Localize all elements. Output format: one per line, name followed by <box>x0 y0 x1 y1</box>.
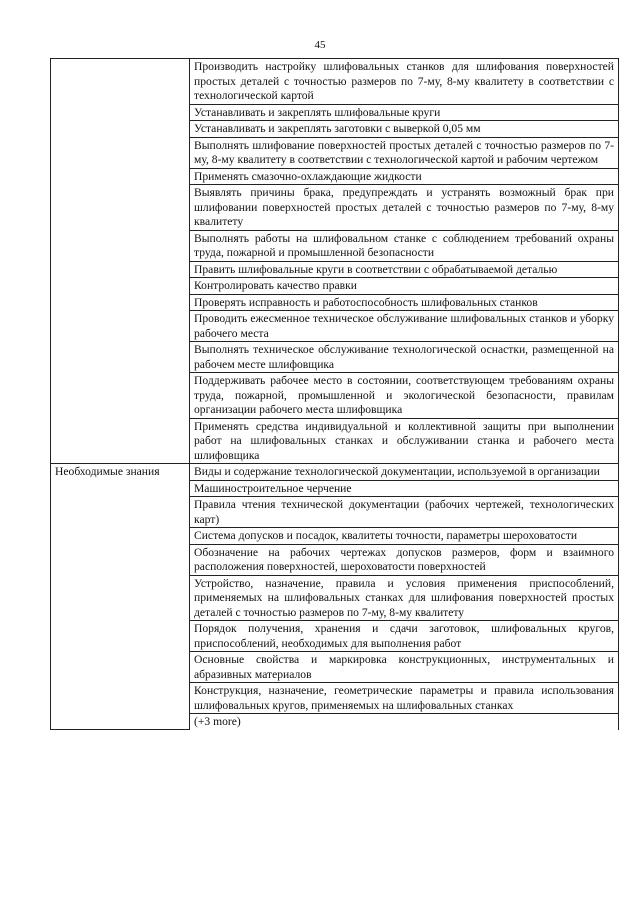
page-number: 45 <box>314 39 326 51</box>
knowledge-item: Основные свойства и маркировка конструкционных, инструментальных и абразивных материалов <box>190 652 619 683</box>
knowledge-label: Необходимые знания <box>51 464 190 730</box>
labor-functions-table <box>50 58 619 730</box>
skills-item: Править шлифовальные круги в соответствии с обрабатываемой деталью <box>190 261 619 278</box>
knowledge-item: Конструкция, назначение, геометрические параметры и правила использования шлифовальных кругов, применяемых на шлифовальных станках <box>190 683 619 714</box>
skills-item: Применять средства индивидуальной и коллективной защиты при выполнении работ на шлифовальных станках и обслуживании станка и рабочего места шлифовщика <box>190 418 619 464</box>
knowledge-item: Машиностроительное черчение <box>190 480 619 497</box>
skills-item: Контролировать качество правки <box>190 278 619 295</box>
knowledge-item: Правила чтения технической документации (рабочих чертежей, технологических карт) <box>190 497 619 528</box>
knowledge-item: Система допусков и посадок, квалитеты точности, параметры шероховатости <box>190 528 619 545</box>
knowledge-row <box>51 464 619 481</box>
skills-item: Проводить ежесменное техническое обслуживание шлифовальных станков и уборку рабочего места <box>190 311 619 342</box>
skills-item: Выполнять шлифование поверхностей простых деталей с точностью размеров по 7-му, 8-му квалитету в соответствии с технологической картой и рабочим чертежом <box>190 137 619 168</box>
skills-item: Устанавливать и закреплять шлифовальные круги <box>190 104 619 121</box>
skills-item: Применять смазочно-охлаждающие жидкости <box>190 168 619 185</box>
skills-item: Выполнять работы на шлифовальном станке с соблюдением требований охраны труда, пожарной и промышленной безопасности <box>190 230 619 261</box>
knowledge-item: Обозначение на рабочих чертежах допусков размеров, форм и взаимного расположения поверхностей, шероховатости поверхностей <box>190 544 619 575</box>
knowledge-item: (+3 more) <box>190 714 619 730</box>
skills-item: Устанавливать и закреплять заготовки с выверкой 0,05 мм <box>190 121 619 138</box>
skills-item: Производить настройку шлифовальных станков для шлифования поверхностей простых деталей с точностью размеров по 7-му, 8-му квалитету в соответствии с технологической картой <box>190 59 619 105</box>
skills-item: Поддерживать рабочее место в состоянии, соответствующем требованиям охраны труда, пожарной, промышленной и экологической безопасности, правилам организации рабочего места шлифовщика <box>190 373 619 419</box>
knowledge-item: Виды и содержание технологической документации, используемой в организации <box>190 464 619 481</box>
skills-row <box>51 59 619 105</box>
knowledge-item: Устройство, назначение, правила и условия применения приспособлений, применяемых на шлифовальных станках для шлифования поверхностей простых деталей с точностью размеров по 7-му, 8-му квалитету <box>190 575 619 621</box>
knowledge-item: Порядок получения, хранения и сдачи заготовок, шлифовальных кругов, приспособлений, необходимых для выполнения работ <box>190 621 619 652</box>
skills-item: Выявлять причины брака, предупреждать и устранять возможный брак при шлифовании поверхностей простых деталей с точностью размеров по 7-му, 8-му квалитету <box>190 185 619 231</box>
skills-label <box>51 59 190 464</box>
skills-item: Выполнять техническое обслуживание технологической оснастки, размещенной на рабочем месте шлифовщика <box>190 342 619 373</box>
skills-item: Проверять исправность и работоспособность шлифовальных станков <box>190 294 619 311</box>
